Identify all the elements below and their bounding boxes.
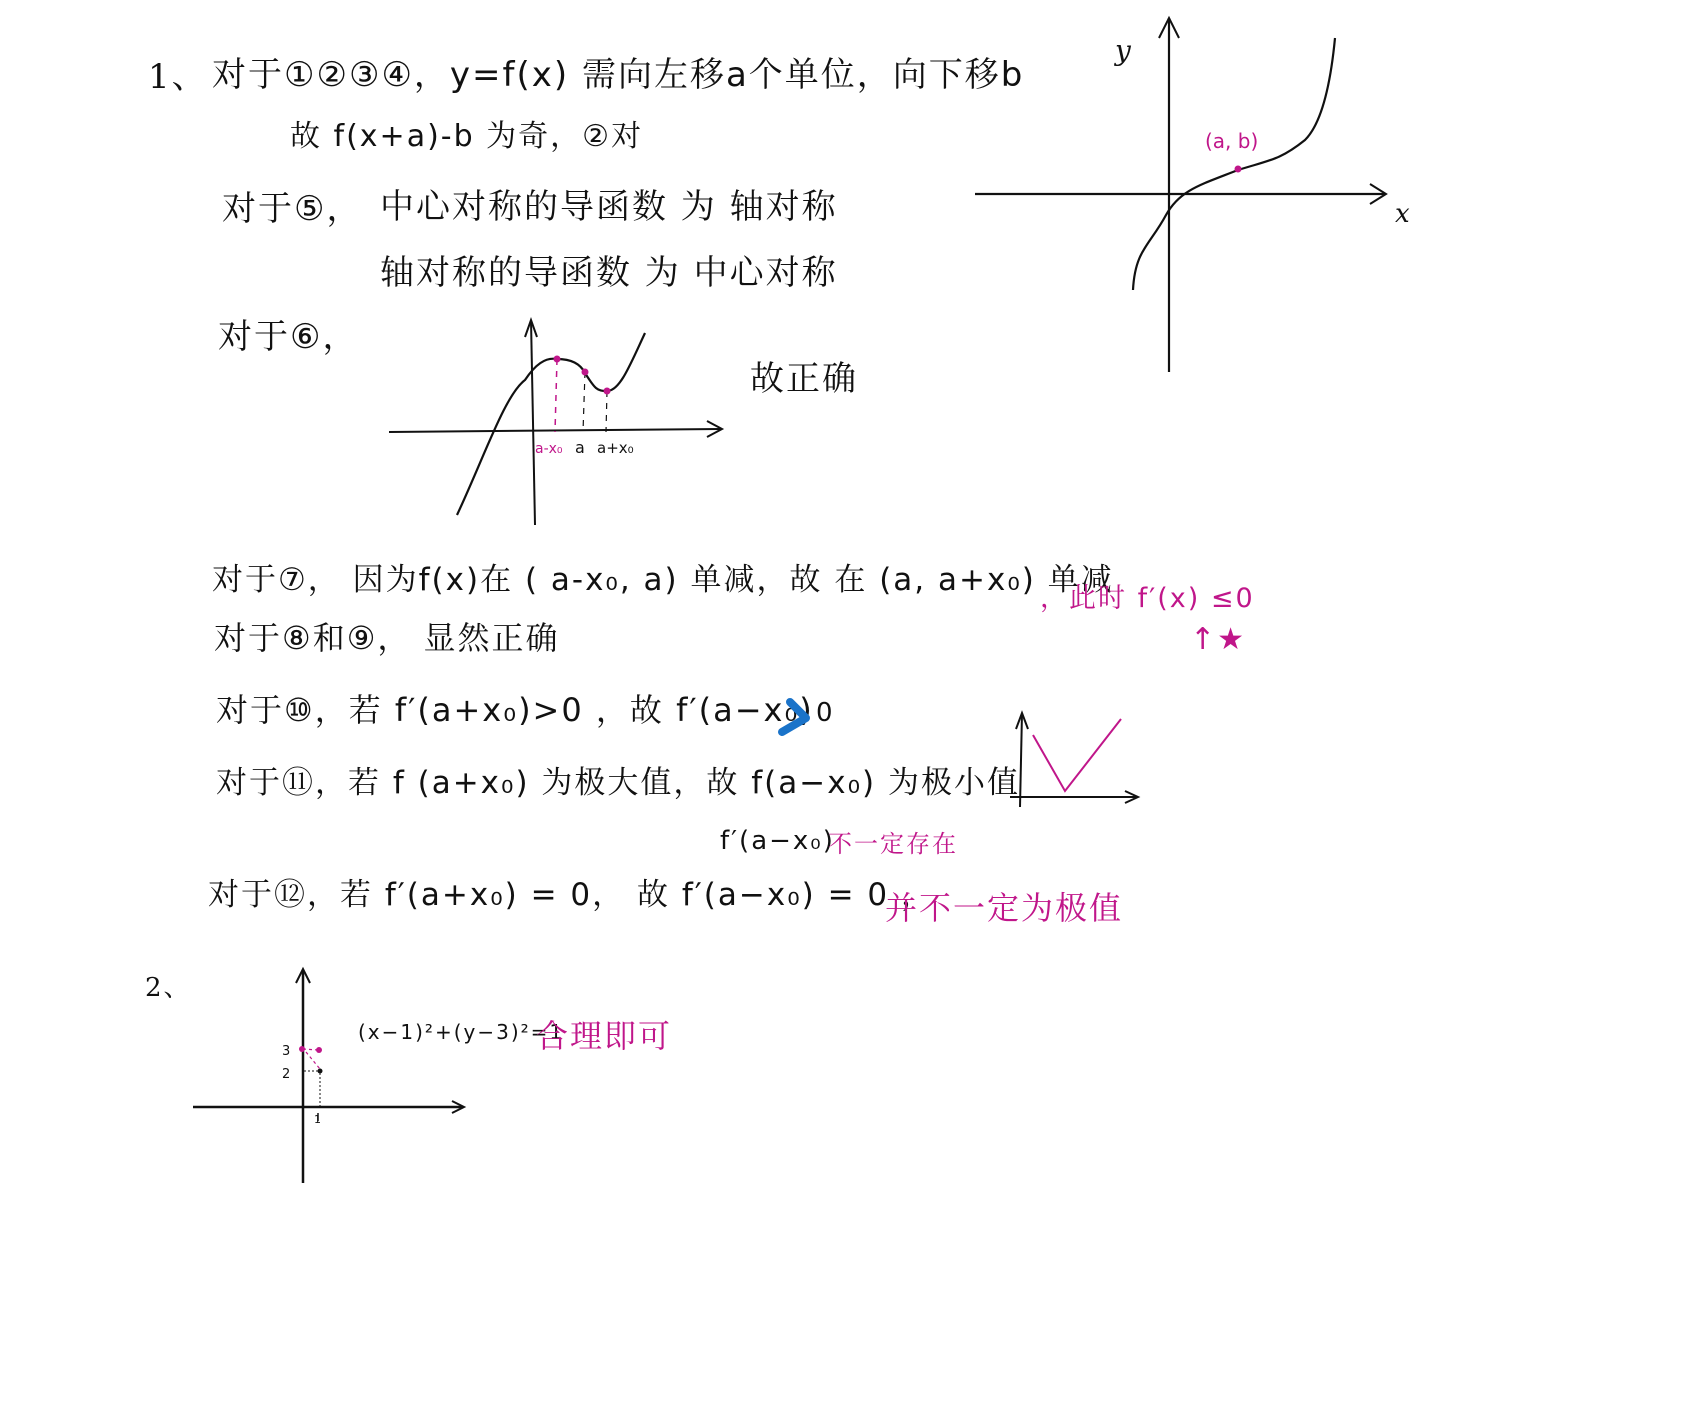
item-7-text: 对于⑦， 因为f(x)在 ( a-x₀, a) 单减，故 在 (a, a+x₀) 单减 (212, 562, 1114, 598)
item-10-text: 对于⑩，若 f′(a+x₀)>0 ，故 f′(a−x₀) (216, 691, 814, 729)
point-center (582, 369, 589, 376)
circle-center-graph (190, 965, 475, 1190)
problem-1-line-2: 故 f(x+a)-b 为奇，②对 (290, 119, 644, 154)
item-8-9-text: 对于⑧和⑨， 显然正确 (214, 619, 560, 657)
y-axis-label: y (1115, 34, 1131, 67)
item-6-label: 对于⑥， (218, 317, 359, 357)
point-max (554, 356, 561, 363)
point-1-2 (318, 1069, 323, 1074)
item-5-label: 对于⑤， (222, 189, 363, 229)
problem-2-note: 合理即可 (536, 1017, 673, 1055)
y-tick-label: 3 (282, 1044, 291, 1059)
y-tick-label: 2 (282, 1067, 291, 1082)
center-point-label: (a, b) (1205, 129, 1259, 153)
odd-shift-graph (970, 10, 1420, 380)
x-tick-label: 1 (314, 1113, 321, 1126)
v-shape-graph (1005, 705, 1145, 815)
star-mark-icon: ↑★ (1190, 622, 1247, 657)
item-10-tail: 0 (816, 698, 835, 728)
item-7-note: ，此时 f′(x) ≤0 (1040, 583, 1255, 614)
tick-label: a (575, 438, 585, 457)
y-axis (531, 320, 535, 525)
item-12-text: 对于⑫，若 f′(a+x₀) = 0， 故 f′(a−x₀) = 0 ， (208, 877, 934, 913)
problem-2-equation: (x−1)²+(y−3)²=1 (358, 1020, 565, 1044)
item-11-note: 不一定存在 (828, 830, 958, 858)
point-min (604, 388, 611, 395)
item-5-line-2: 轴对称的导函数 为 中心对称 (380, 253, 838, 293)
item-11-note-prefix: f′(a−x₀) (720, 826, 835, 856)
curve (1133, 38, 1335, 290)
v-curve (1033, 719, 1121, 791)
y-axis (1020, 713, 1022, 807)
item-11-text: 对于⑪，若 f (a+x₀) 为极大值，故 f(a−x₀) 为极小值 (216, 765, 1020, 801)
tick-label: a+x₀ (597, 439, 634, 457)
x-axis-label: x (1395, 199, 1410, 229)
item-12-note: 并不一定为极值 (885, 889, 1124, 927)
item-5-line-1: 中心对称的导函数 为 轴对称 (380, 187, 838, 227)
center-point (1235, 166, 1242, 173)
curve (457, 333, 645, 515)
problem-1-number: 1、 (148, 57, 208, 97)
item-6-conclusion: 故正确 (750, 359, 858, 399)
problem-1-line-1: 对于①②③④，y=f(x) 需向左移a个单位，向下移b (212, 55, 1025, 95)
problem-2-number: 2、 (145, 973, 192, 1003)
correction-greater-than-icon (776, 696, 816, 740)
tick-label: a-x₀ (535, 441, 563, 457)
item-6-graph (385, 315, 730, 530)
